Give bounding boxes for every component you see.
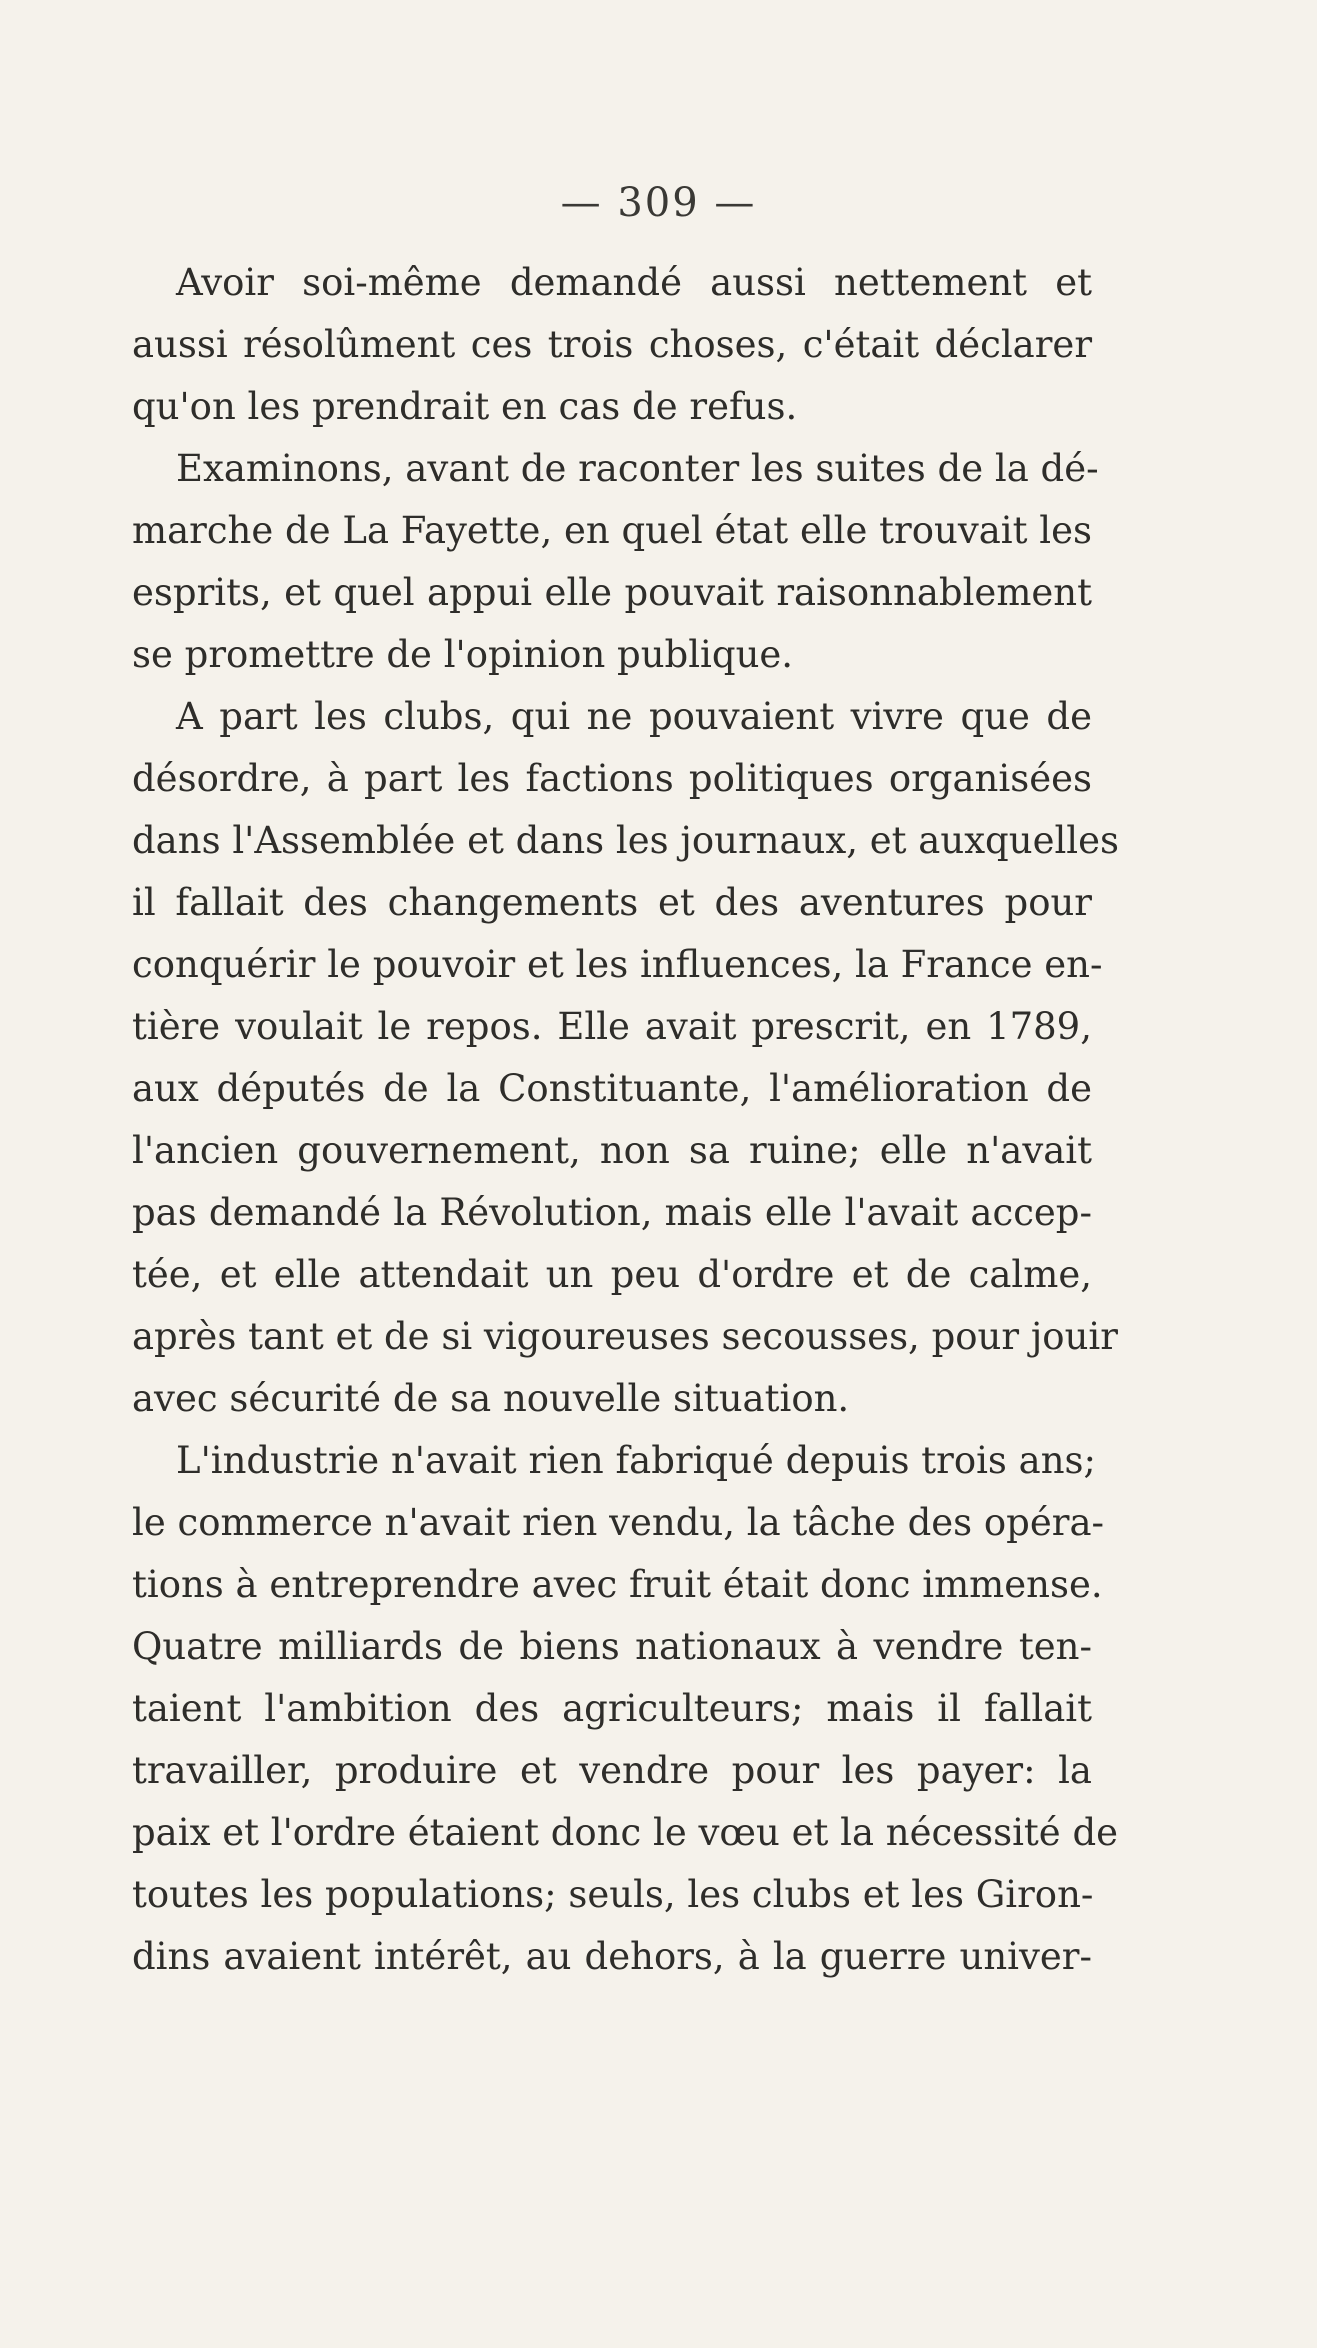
text-line: paix et l'ordre étaient donc le vœu et la nécessité de — [132, 1811, 1119, 1854]
text-line: se promettre de l'opinion publique. — [132, 633, 794, 676]
text-line: taient l'ambition des agriculteurs; mais il fallait — [132, 1687, 1092, 1730]
text-line: Avoir soi-même demandé aussi nettement et — [176, 261, 1092, 304]
text-line: dins avaient intérêt, au dehors, à la guerre univer- — [132, 1935, 1092, 1978]
text-line: conquérir le pouvoir et les influences, la France en- — [132, 943, 1103, 986]
text-line: l'ancien gouvernement, non sa ruine; elle n'avait — [132, 1129, 1092, 1172]
text-line: pas demandé la Révolution, mais elle l'avait accep- — [132, 1191, 1092, 1234]
text-line: toutes les populations; seuls, les clubs et les Giron- — [132, 1873, 1094, 1916]
text-line: tions à entreprendre avec fruit était donc immense. — [132, 1563, 1103, 1606]
text-line: après tant et de si vigoureuses secousses, pour jouir — [132, 1315, 1118, 1358]
text-line: désordre, à part les factions politiques organisées — [132, 757, 1092, 800]
text-line: il fallait des changements et des aventures pour — [132, 881, 1092, 924]
text-line: A part les clubs, qui ne pouvaient vivre que de — [176, 695, 1092, 738]
text-line: Examinons, avant de raconter les suites de la dé- — [176, 447, 1099, 490]
page-number: — 309 — — [560, 180, 757, 226]
text-line: aux députés de la Constituante, l'amélioration de — [132, 1067, 1092, 1110]
text-line: avec sécurité de sa nouvelle situation. — [132, 1377, 850, 1420]
text-line: esprits, et quel appui elle pouvait raisonnablement — [132, 571, 1092, 614]
text-line: tée, et elle attendait un peu d'ordre et de calme, — [132, 1253, 1092, 1296]
body-text — [132, 252, 1120, 1988]
text-line: qu'on les prendrait en cas de refus. — [132, 385, 798, 428]
text-line: tière voulait le repos. Elle avait prescrit, en 1789, — [132, 1005, 1092, 1048]
text-line: L'industrie n'avait rien fabriqué depuis trois ans; — [176, 1439, 1097, 1482]
text-line: marche de La Fayette, en quel état elle trouvait les — [132, 509, 1092, 552]
text-line: dans l'Assemblée et dans les journaux, et auxquelles — [132, 819, 1120, 862]
text-line: aussi résolûment ces trois choses, c'était déclarer — [132, 323, 1092, 366]
text-line: le commerce n'avait rien vendu, la tâche des opéra- — [132, 1501, 1105, 1544]
text-line: Quatre milliards de biens nationaux à vendre ten- — [132, 1625, 1092, 1668]
text-line: travailler, produire et vendre pour les payer: la — [132, 1749, 1092, 1792]
